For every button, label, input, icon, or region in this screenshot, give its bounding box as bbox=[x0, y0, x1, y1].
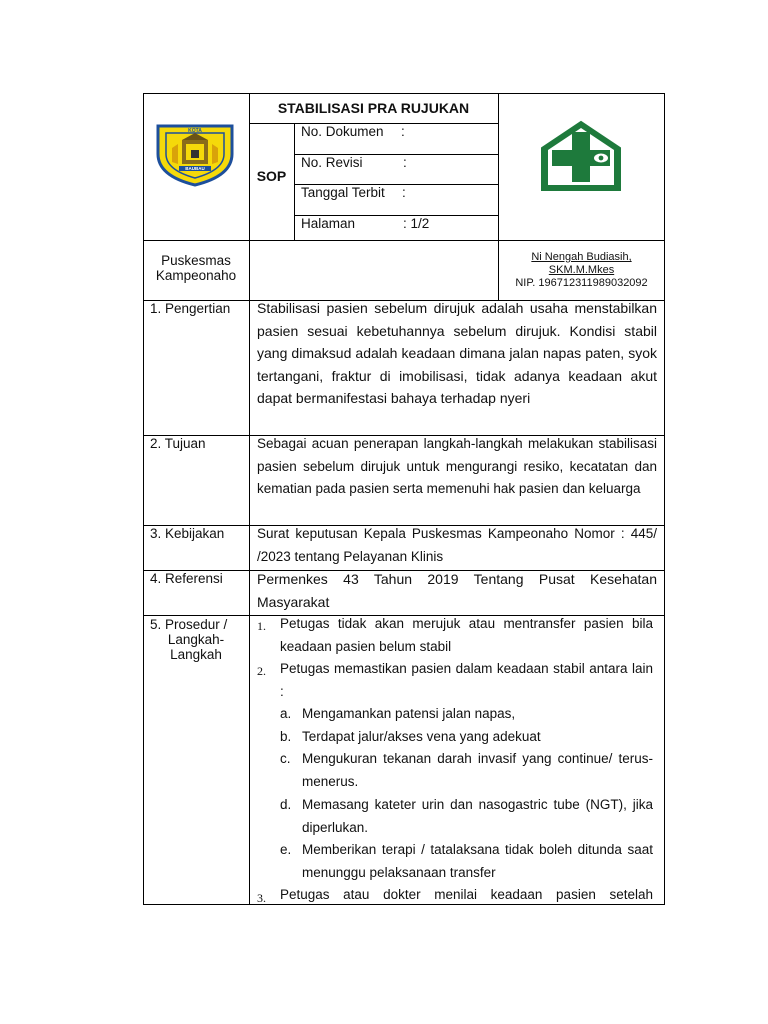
sop-label: SOP bbox=[256, 168, 287, 184]
logo-text-baubau: BAUBAU bbox=[185, 166, 205, 171]
substep-text: Terdapat jalur/akses vena yang adekuat bbox=[302, 729, 541, 744]
org-name-line2: Kampeonaho bbox=[155, 268, 237, 283]
field-halaman-value: : 1/2 bbox=[403, 216, 430, 231]
section-prosedur-label-line3: Langkah bbox=[170, 647, 222, 662]
substep-number: d. bbox=[280, 797, 292, 812]
substep-number: a. bbox=[280, 706, 292, 721]
step-number: 2. bbox=[257, 664, 266, 678]
step-text: Petugas tidak akan merujuk atau mentransfer pasien bila keadaan pasien belum stabil bbox=[280, 616, 653, 654]
field-no-dokumen-value: : bbox=[401, 124, 405, 139]
substep-number: e. bbox=[280, 842, 292, 857]
section-pengertian-label: 1. Pengertian bbox=[150, 301, 231, 316]
substep-number: b. bbox=[280, 729, 292, 744]
column-divider bbox=[249, 93, 250, 905]
signer-name: Ni Nengah Budiasih, bbox=[531, 251, 632, 263]
field-no-revisi-value: : bbox=[403, 155, 407, 170]
section-tujuan-text: Sebagai acuan penerapan langkah-langkah melakukan stabilisasi pasien sebelum dirujuk untuk mengurangi resiko, kecatatan dan kematian pada pasien serta memenuhi hak pasien dan keluarga bbox=[257, 436, 657, 496]
sop-divider bbox=[294, 123, 295, 240]
kota-baubau-logo-icon bbox=[152, 118, 238, 188]
section-pengertian-text: Stabilisasi pasien sebelum dirujuk adalah usaha menstabilkan pasien sesuai kebetuhannya sebelum dirujuk. Kondisi stabil yang dimaksud adalah keadaan dimana jalan napas paten, syok tertangani, fraktur di imobilisasi, tidak adanya keadaan akut dapat bermanifestasi bahaya terhadap nyeri bbox=[257, 300, 657, 406]
org-name-line1: Puskesmas bbox=[161, 253, 231, 268]
substep-text: Memasang kateter urin dan nasogastric tube (NGT), jika diperlukan. bbox=[302, 797, 653, 835]
section-referensi-text: Permenkes 43 Tahun 2019 Tentang Pusat Kesehatan Masyarakat bbox=[257, 571, 657, 610]
section-prosedur-label-line2: Langkah- bbox=[167, 632, 225, 647]
field-no-dokumen-label: No. Dokumen bbox=[301, 124, 384, 139]
field-tanggal-terbit-label: Tanggal Terbit bbox=[301, 185, 385, 200]
section-tujuan-label: 2. Tujuan bbox=[150, 436, 206, 451]
substep-number: c. bbox=[280, 751, 291, 766]
section-prosedur-label-line1: 5. Prosedur / bbox=[150, 617, 228, 632]
field-tanggal-terbit-value: : bbox=[402, 185, 406, 200]
field-halaman-label: Halaman bbox=[301, 216, 356, 231]
step-text: Petugas memastikan pasien dalam keadaan stabil antara lain : bbox=[280, 661, 653, 699]
section-referensi-label: 4. Referensi bbox=[150, 571, 223, 586]
field-no-revisi-label: No. Revisi bbox=[301, 155, 363, 170]
substep-text: Memberikan terapi / tatalaksana tidak boleh ditunda saat menunggu pelaksanaan transfer bbox=[302, 842, 653, 880]
signer-nip: NIP. 196712311989032092 bbox=[515, 277, 648, 289]
signer-title: SKM.M.Mkes bbox=[548, 264, 615, 276]
substep-text: Mengukuran tekanan darah invasif yang continue/ terus- menerus. bbox=[302, 751, 653, 789]
section-kebijakan-text: Surat keputusan Kepala Puskesmas Kampeonaho Nomor : 445/ /2023 tentang Pelayanan Klinis bbox=[257, 526, 657, 564]
logo-text-kota: KOTA bbox=[188, 128, 202, 134]
header-bottom-line bbox=[143, 240, 665, 241]
section-kebijakan-label: 3. Kebijakan bbox=[150, 526, 225, 541]
puskesmas-logo-icon bbox=[538, 118, 624, 198]
document-title: STABILISASI PRA RUJUKAN bbox=[277, 100, 470, 116]
step-number: 1. bbox=[257, 619, 266, 633]
step-number: 3. bbox=[257, 891, 266, 905]
step-text: Petugas atau dokter menilai keadaan pasien setelah bbox=[280, 887, 653, 902]
substep-text: Mengamankan patensi jalan napas, bbox=[302, 706, 516, 721]
